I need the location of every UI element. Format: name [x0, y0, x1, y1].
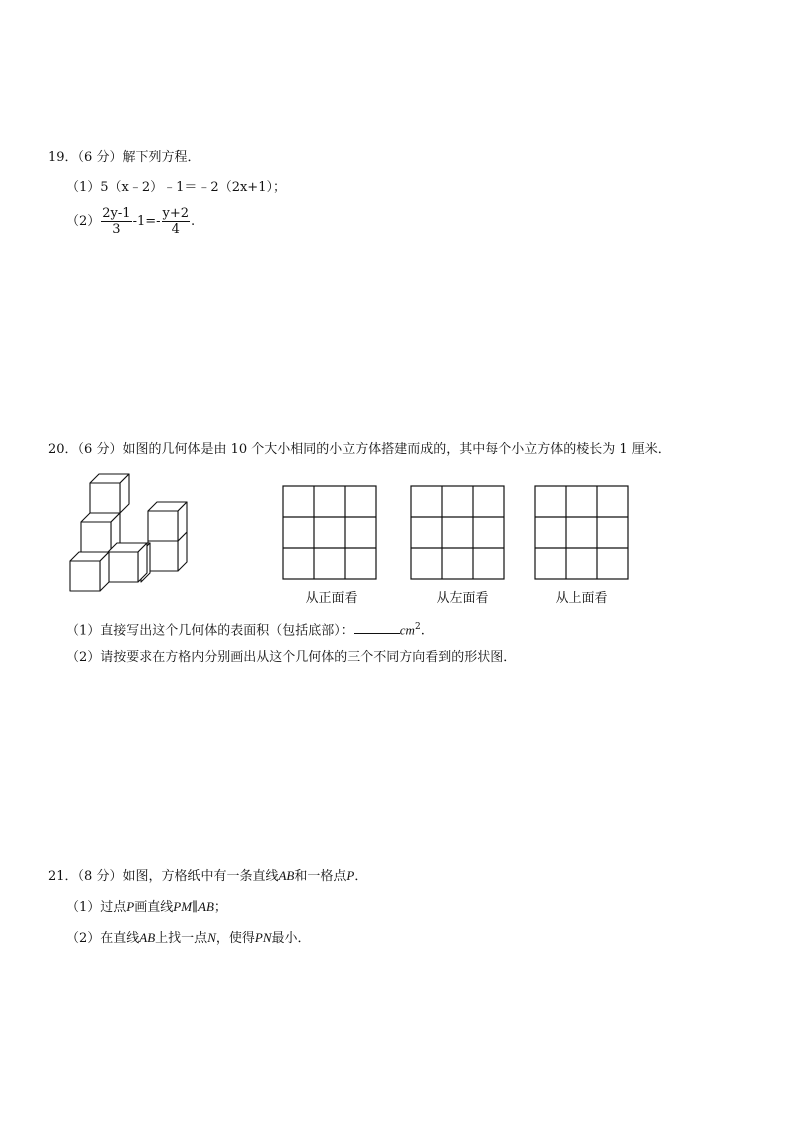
- q20-p1-text: （1）直接写出这个几何体的表面积（包括底部）：: [66, 623, 354, 639]
- cube: [70, 552, 109, 591]
- q21-p2-pn: PN: [254, 930, 272, 945]
- grid-left-view[interactable]: [410, 485, 506, 581]
- q19-p2-label: （2）: [66, 214, 101, 229]
- q21-p2-c: ，使得: [215, 931, 255, 946]
- q21-p2-d: 最小．: [271, 931, 311, 946]
- cube: [108, 543, 147, 582]
- cube: [148, 502, 187, 541]
- q19-p2-end: .: [191, 214, 196, 229]
- q20-p1-end: .: [420, 623, 425, 639]
- q21-p1-pm: PM∥AB: [173, 899, 214, 914]
- q21-point-p: P: [346, 868, 355, 883]
- q21-p1-a: （1）过点: [66, 900, 127, 915]
- fraction-numerator: 2y-1: [102, 206, 131, 221]
- fraction-denominator: 4: [171, 222, 180, 237]
- cube-stack-figure: [66, 472, 192, 596]
- q21-p1-end: ；: [213, 900, 227, 915]
- q21-header-b: 和一格点: [294, 869, 347, 884]
- q21-header-end: ．: [354, 869, 368, 884]
- grid-top-view[interactable]: [534, 485, 630, 581]
- answer-blank[interactable]: [354, 621, 400, 634]
- q21-p2-n: N: [207, 930, 216, 945]
- q19-header: 19．（6 分）解下列方程．: [48, 150, 201, 165]
- q19-p1-expr: 5（x﹣2）﹣1＝﹣2（2x+1）；: [100, 180, 286, 195]
- q19-p2-mid: -1=-: [132, 214, 161, 229]
- unit-cm: cm: [399, 622, 415, 638]
- q21-p2-a: （2）在直线: [66, 931, 140, 946]
- q21-header-a: 21．（8 分）如图，方格纸中有一条直线: [48, 869, 279, 884]
- q19-part1: [66, 180, 286, 196]
- cube: [90, 474, 129, 513]
- grid-front-view[interactable]: [282, 485, 378, 581]
- caption-left-view: 从左面看: [436, 591, 489, 606]
- q19-part2: [66, 206, 195, 238]
- q20-header: 20．（6 分）如图的几何体是由 10 个大小相同的小立方体搭建而成的，其中每个小立方体的棱长为 1 厘米．: [48, 442, 671, 457]
- q20-part1: [66, 619, 425, 639]
- q21-part1: [66, 899, 227, 916]
- unit-exponent: 2: [414, 622, 421, 632]
- caption-front-view: 从正面看: [305, 591, 358, 606]
- caption-top-view: 从上面看: [555, 591, 608, 606]
- q19-fraction-1: [101, 206, 131, 237]
- q21-header: [48, 868, 367, 885]
- q21-p1-b: 画直线: [134, 900, 174, 915]
- q21-p2-b: 上找一点: [155, 931, 208, 946]
- q21-p2-ab: AB: [139, 930, 156, 945]
- q21-line-ab: AB: [278, 868, 295, 883]
- q19-fraction-2: [162, 206, 191, 237]
- q19-p1-label: （1）: [66, 180, 101, 195]
- q21-part2: [66, 930, 311, 947]
- q21-p1-point: P: [126, 899, 135, 914]
- fraction-numerator: y+2: [162, 206, 190, 221]
- q20-part2: （2）请按要求在方格内分别画出从这个几何体的三个不同方向看到的形状图．: [66, 650, 517, 665]
- fraction-denominator: 3: [112, 222, 121, 237]
